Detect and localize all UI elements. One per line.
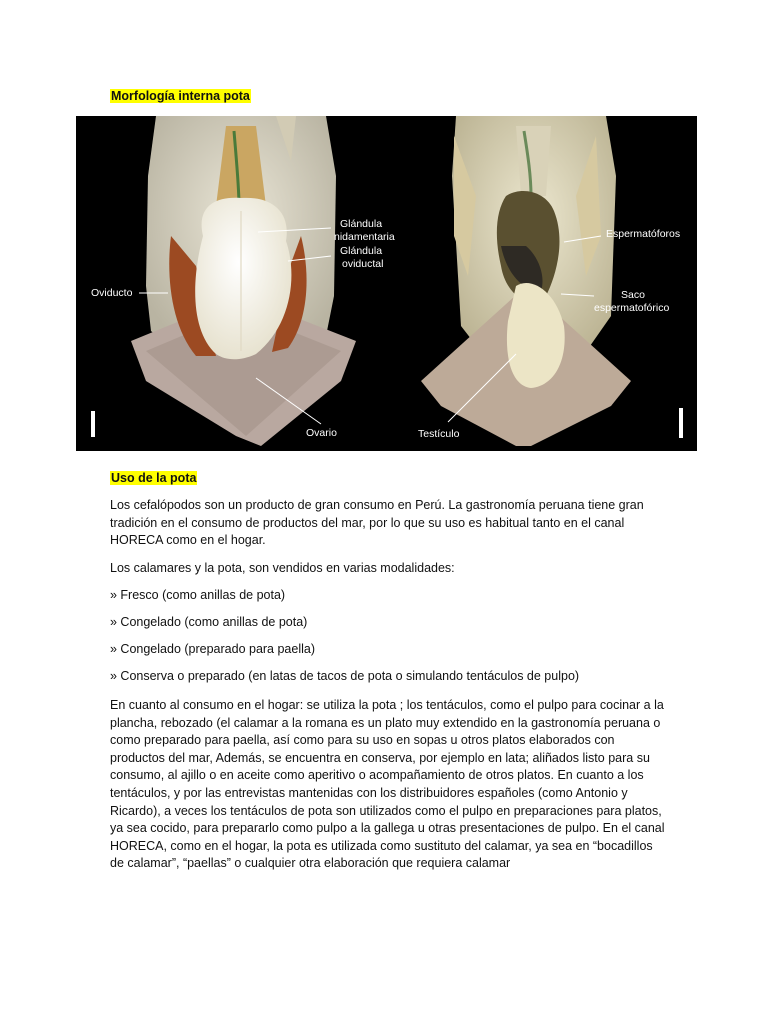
bullet-item: » Congelado (preparado para paella) <box>110 642 316 656</box>
label-glandula-nidamentaria-2: nidamentaria <box>334 231 395 243</box>
label-glandula-nidamentaria-1: Glándula <box>340 218 383 230</box>
bullet-item: » Conserva o preparado (en latas de tacos de pota o simulando tentáculos de pulpo) <box>110 669 580 683</box>
female-specimen <box>131 116 356 446</box>
scale-bar-right <box>679 408 683 438</box>
label-glandula-oviductal-1: Glándula <box>340 245 383 257</box>
heading-uso-text: Uso de la pota <box>111 471 197 485</box>
squid-anatomy-illustration <box>76 116 697 451</box>
squid-anatomy-figure <box>76 116 697 451</box>
bullet-item: » Congelado (como anillas de pota) <box>110 615 308 629</box>
bullet-item: » Fresco (como anillas de pota) <box>110 588 286 602</box>
heading-uso <box>110 469 197 487</box>
heading-morfologia-text: Morfología interna pota <box>111 89 250 103</box>
label-oviducto: Oviducto <box>91 287 133 299</box>
label-glandula-oviductal-2: oviductal <box>342 258 384 270</box>
paragraph-2: Los calamares y la pota, son vendidos en varias modalidades: <box>110 561 455 575</box>
scale-bar-left <box>91 411 95 437</box>
label-saco-1: Saco <box>621 289 645 301</box>
heading-morfologia <box>110 87 251 105</box>
label-espermatoforos: Espermatóforos <box>606 228 681 240</box>
label-saco-2: espermatofórico <box>594 302 670 314</box>
paragraph-3: En cuanto al consumo en el hogar: se utiliza la pota ; los tentáculos, como el pulpo para cocinar a la plancha, rebozado (el calamar a la romana es un plato muy extendido en la gastronomía peruana o como preparado para paella, así como para su uso en sopas u otros platos elaborados con productos del mar, Además, se encuentra en conserva, por ejemplo en lata; aliñados listo para su consumo, al ajillo o en aceite como aperitivo o acompañamiento de otros platos. En cuanto a los tentáculos, y por las entrevistas mantenidas con los distribuidores españoles (como Antonio y Ricardo), a veces los tentáculos de pota son utilizados como el pulpo en preparaciones para platos, ya sea cocido, para prepararlo como pulpo a la gallega u otras presentaciones de pulpo. En el canal HORECA, como en el hogar, la pota es utilizada como sustituto del calamar, ya sea en “bocadillos de calamar”, “paellas” o cualquier otra elaboración que requiera calamar <box>110 698 665 871</box>
label-testiculo: Testículo <box>418 428 460 440</box>
male-specimen <box>421 116 631 446</box>
paragraph-1: Los cefalópodos son un producto de gran consumo en Perú. La gastronomía peruana tiene gran tradición en el consumo de productos del mar, por lo que su uso es habitual tanto en el canal HORECA como en el hogar. <box>110 498 644 548</box>
label-ovario: Ovario <box>306 427 337 439</box>
